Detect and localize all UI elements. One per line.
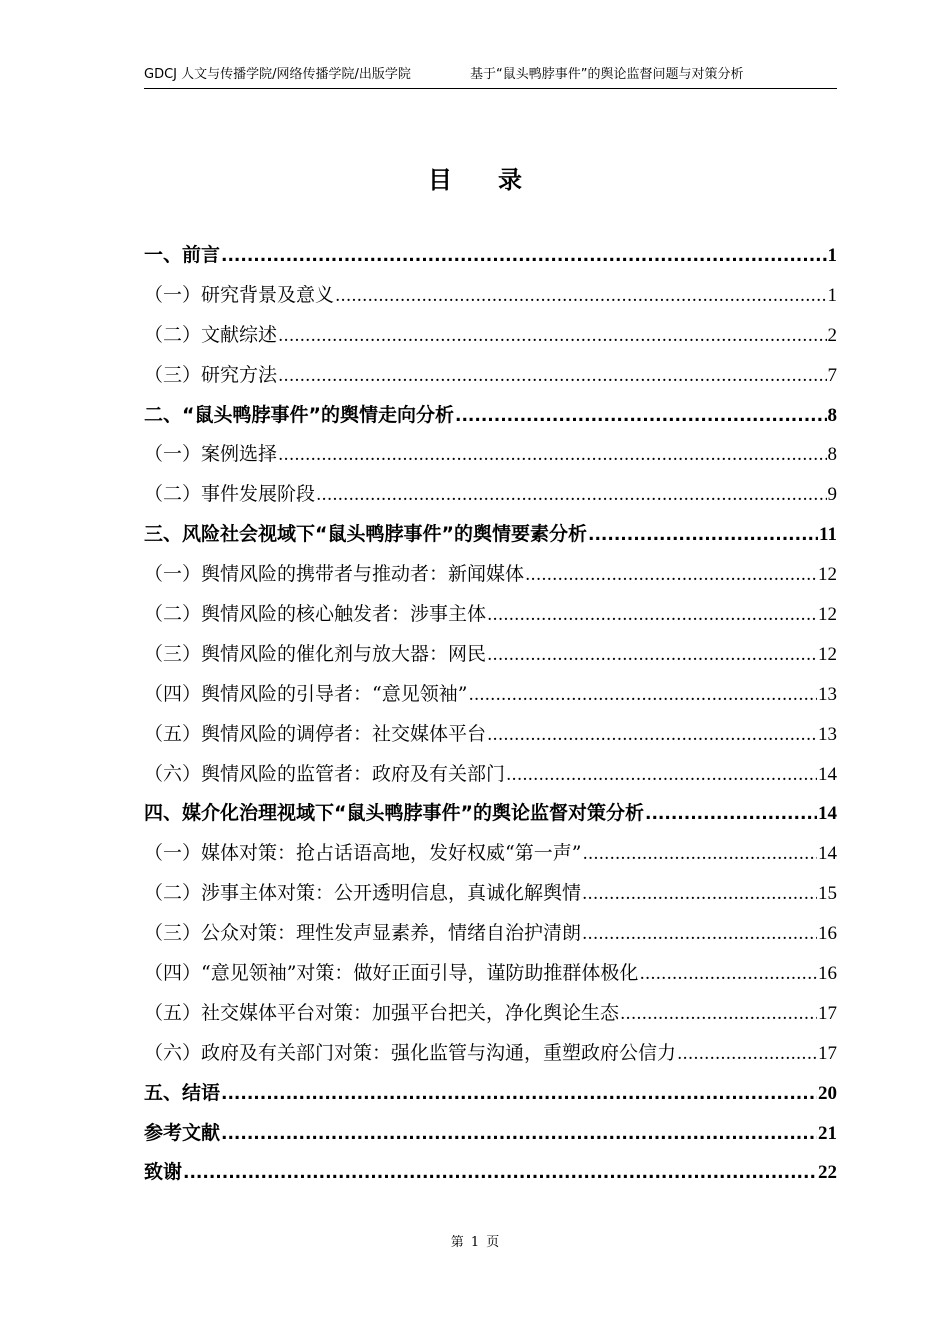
toc-entry[interactable] <box>144 914 837 954</box>
toc-leader-dots <box>221 1114 817 1155</box>
toc-entry-label: （一）媒体对策：抢占话语高地，发好权威“第一声” <box>144 842 582 865</box>
toc-entry-page: 12 <box>818 604 837 626</box>
toc-entry[interactable] <box>144 515 837 555</box>
toc-entry-label: （一）案例选择 <box>144 443 278 466</box>
toc-leader-dots <box>487 635 817 676</box>
toc-entry-page: 21 <box>818 1122 837 1144</box>
toc-entry-label: 一、前言 <box>144 244 221 266</box>
toc-entry[interactable] <box>144 396 837 436</box>
toc-entry[interactable] <box>144 475 837 515</box>
toc-entry-label: （三）研究方法 <box>144 363 278 386</box>
toc-leader-dots <box>588 515 818 556</box>
toc-entry-page: 9 <box>827 484 837 506</box>
toc-entry-label: （三）公众对策：理性发声显素养，情绪自治护清朗 <box>144 922 582 945</box>
toc-entry-label: （三）舆情风险的催化剂与放大器：网民 <box>144 642 487 665</box>
toc-entry[interactable] <box>144 834 837 874</box>
toc-entry[interactable] <box>144 874 837 914</box>
toc-entry-label: （二）涉事主体对策：公开透明信息，真诚化解舆情 <box>144 882 582 905</box>
toc-title-part1: 目 <box>428 166 452 194</box>
toc-entry[interactable] <box>144 356 837 396</box>
toc-entry-label: 五、结语 <box>144 1081 221 1104</box>
toc-entry-page: 16 <box>818 963 837 985</box>
toc-entry-label: （六）政府及有关部门对策：强化监管与沟通，重塑政府公信力 <box>144 1041 677 1064</box>
toc-leader-dots <box>582 834 817 875</box>
toc-leader-dots <box>316 475 826 516</box>
toc-entry-page: 7 <box>827 364 837 386</box>
running-header <box>144 66 837 89</box>
toc-entry-page: 8 <box>827 444 837 466</box>
toc-leader-dots <box>582 874 817 915</box>
toc-entry-page: 14 <box>818 843 837 865</box>
toc-entry[interactable] <box>144 1114 837 1154</box>
toc-entry[interactable] <box>144 595 837 635</box>
toc-entry-label: （二）事件发展阶段 <box>144 483 316 506</box>
page-number: 第 1 页 <box>450 1235 500 1250</box>
toc-entry-page: 8 <box>827 404 837 426</box>
toc-entry-label: （一）研究背景及意义 <box>144 283 335 306</box>
toc-leader-dots <box>278 435 826 476</box>
toc-entry-label: （二）文献综述 <box>144 323 278 346</box>
toc-entry[interactable] <box>144 276 837 316</box>
toc-entry-label: （二）舆情风险的核心触发者：涉事主体 <box>144 603 487 626</box>
toc-entry-label: 参考文献 <box>144 1121 221 1144</box>
toc-leader-dots <box>221 236 826 277</box>
toc-entry-page: 11 <box>819 524 837 546</box>
toc-leader-dots <box>278 316 826 357</box>
toc-entry[interactable] <box>144 316 837 356</box>
toc-entry-label: （一）舆情风险的携带者与推动者：新闻媒体 <box>144 563 525 586</box>
toc-entry[interactable] <box>144 435 837 475</box>
toc-entry-label: 二、“鼠头鸭脖事件”的舆情走向分析 <box>144 403 454 426</box>
toc-leader-dots <box>645 794 817 835</box>
toc-leader-dots <box>677 1034 817 1075</box>
toc-leader-dots <box>525 555 817 596</box>
toc-leader-dots <box>183 1153 817 1194</box>
toc-entry[interactable] <box>144 954 837 994</box>
header-institution: GDCJ 人文与传播学院/网络传播学院/出版学院 <box>144 67 411 82</box>
toc-leader-dots <box>639 954 817 995</box>
toc-entry[interactable] <box>144 1153 837 1193</box>
toc-entry-page: 20 <box>818 1082 837 1104</box>
toc-leader-dots <box>278 356 826 397</box>
toc-entry[interactable] <box>144 635 837 675</box>
toc-entry-label: （六）舆情风险的监管者：政府及有关部门 <box>144 762 506 785</box>
toc-entry-page: 2 <box>827 324 837 346</box>
toc-entry[interactable] <box>144 755 837 795</box>
toc-leader-dots <box>487 595 817 636</box>
toc-entry-page: 15 <box>818 883 837 905</box>
toc-leader-dots <box>221 1074 817 1115</box>
toc-entry[interactable] <box>144 994 837 1034</box>
toc-leader-dots <box>620 994 817 1035</box>
toc-entry[interactable] <box>144 675 837 715</box>
table-of-contents <box>144 236 837 1193</box>
toc-entry-page: 13 <box>818 723 837 745</box>
toc-leader-dots <box>582 914 817 955</box>
toc-entry-page: 12 <box>818 564 837 586</box>
toc-entry-page: 1 <box>827 284 837 306</box>
toc-leader-dots <box>455 396 827 437</box>
toc-entry-page: 17 <box>818 1042 837 1064</box>
toc-entry[interactable] <box>144 715 837 755</box>
toc-entry-page: 14 <box>818 803 837 825</box>
toc-entry-page: 16 <box>818 923 837 945</box>
toc-leader-dots <box>506 755 817 796</box>
toc-entry[interactable] <box>144 236 837 276</box>
toc-entry-label: （五）社交媒体平台对策：加强平台把关，净化舆论生态 <box>144 1001 620 1024</box>
header-thesis-title: 基于“鼠头鸭脖事件”的舆论监督问题与对策分析 <box>470 67 744 82</box>
toc-leader-dots <box>468 675 817 716</box>
toc-entry-page: 17 <box>818 1002 837 1024</box>
toc-entry-page: 14 <box>818 763 837 785</box>
toc-entry[interactable] <box>144 1034 837 1074</box>
toc-entry-page: 12 <box>818 643 837 665</box>
toc-leader-dots <box>487 715 817 756</box>
toc-entry[interactable] <box>144 1074 837 1114</box>
toc-entry[interactable] <box>144 794 837 834</box>
toc-entry-page: 13 <box>818 683 837 705</box>
toc-entry-page: 22 <box>818 1162 837 1184</box>
toc-title <box>0 160 950 195</box>
toc-entry-label: 四、媒介化治理视域下“鼠头鸭脖事件”的舆论监督对策分析 <box>144 802 644 825</box>
toc-entry[interactable] <box>144 555 837 595</box>
toc-entry-label: （五）舆情风险的调停者：社交媒体平台 <box>144 722 487 745</box>
toc-entry-label: （四）舆情风险的引导者：“意见领袖” <box>144 682 468 705</box>
toc-entry-label: 三、风险社会视域下“鼠头鸭脖事件”的舆情要素分析 <box>144 523 587 546</box>
toc-leader-dots <box>335 276 826 317</box>
toc-entry-label: 致谢 <box>144 1161 183 1184</box>
toc-entry-page: 1 <box>827 245 837 266</box>
toc-entry-label: （四）“意见领袖”对策：做好正面引导，谨防助推群体极化 <box>144 962 639 985</box>
toc-title-part2: 录 <box>498 166 522 194</box>
